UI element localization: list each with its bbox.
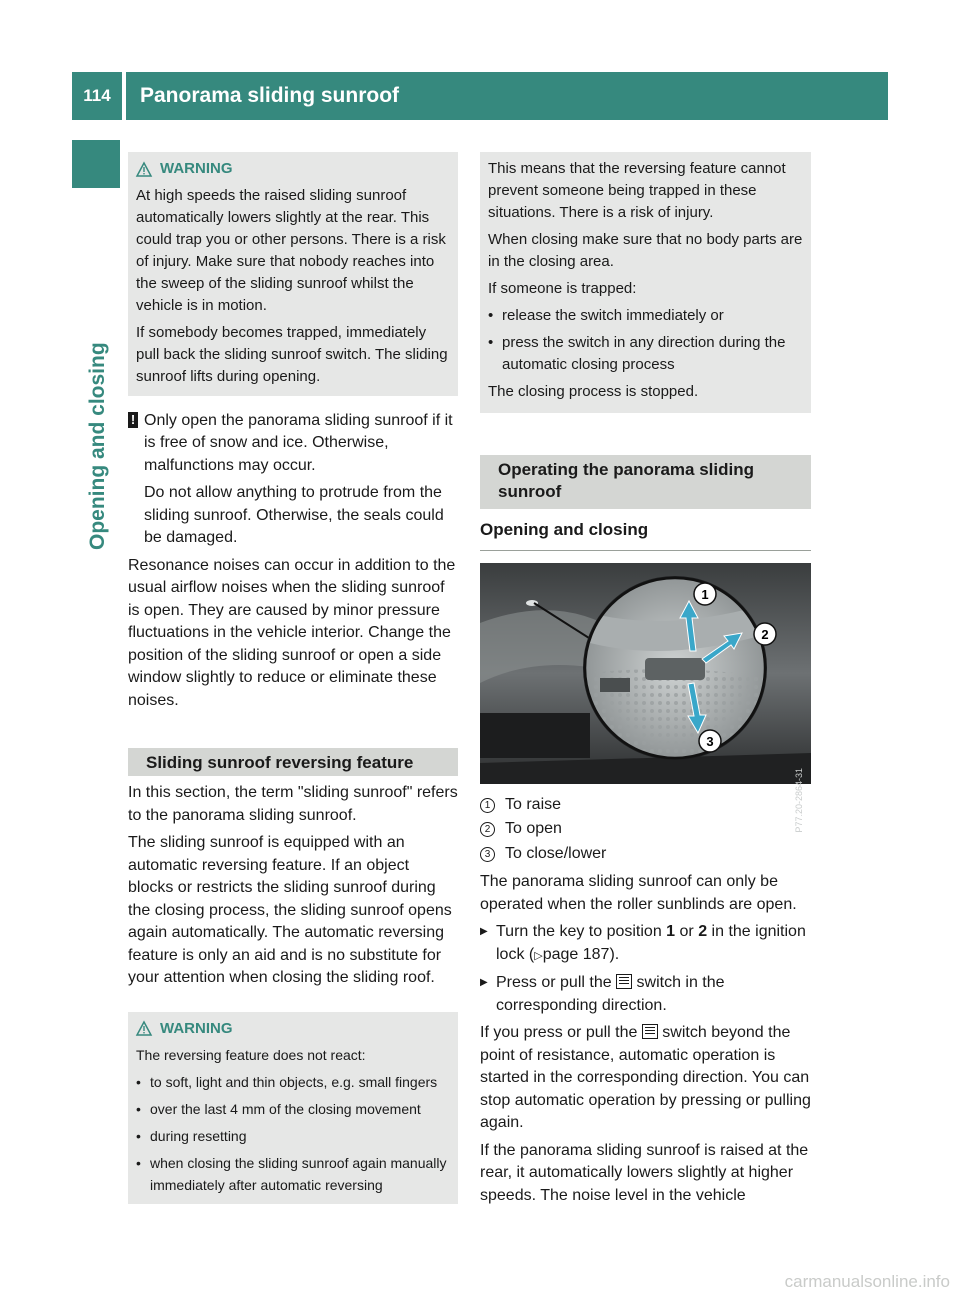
warning-text: When closing make sure that no body parts are in the closing area. — [488, 231, 803, 270]
warning-heading-1 — [136, 158, 448, 181]
warning-text: At high speeds the raised sliding sunroof automatically lowers slightly at the rear. This could trap you or other persons. There is a risk of injury. Make sure that nobody reaches into the sweep of the sliding sunroof whilst the vehicle is in motion. — [136, 186, 446, 314]
body-text: If you press or pull the switch beyond the point of resistance, automatic operation is started in the corresponding direction. You can stop automatic operation by pressing or pulling again. — [480, 1024, 811, 1131]
warning-bullet: • when closing the sliding sunroof again manually immediately after automatic reversing — [136, 1152, 450, 1196]
callout-text: To raise — [505, 795, 562, 813]
warning-text: This means that the reversing feature cannot prevent someone being trapped in these situations. There is a risk of injury. — [488, 160, 786, 221]
warning-icon — [136, 162, 152, 177]
warning-box-1 — [128, 152, 458, 396]
callout-text: To open — [505, 820, 562, 837]
callout-item — [480, 818, 811, 841]
section-heading-operating: Operating the panorama sliding sunroof — [480, 455, 811, 509]
left-column — [128, 152, 458, 1204]
warning-heading-2 — [136, 1018, 450, 1041]
warning-bullet: • release the switch immediately or — [488, 305, 803, 327]
side-tab-label: Opening and closing — [86, 342, 109, 550]
notice-text: Do not allow anything to protrude from the sliding sunroof. Otherwise, the seals could be damaged. — [144, 484, 444, 546]
divider — [480, 550, 811, 551]
warning-bullet: • to soft, light and thin objects, e.g. small fingers — [136, 1071, 450, 1093]
warning-bullet: • press the switch in any direction during the automatic closing process — [488, 332, 803, 376]
notice-icon: ! — [128, 412, 138, 428]
callout-number: 2 — [480, 822, 495, 837]
callout-number: 3 — [480, 847, 495, 862]
callout-label: 2 — [761, 626, 769, 642]
warning-text: If someone is trapped: — [488, 280, 637, 297]
image-code: P77.20-2864-31 — [794, 767, 804, 833]
notice-text: Only open the panorama sliding sunroof if it is free of snow and ice. Otherwise, malfunctions may occur. — [144, 411, 453, 474]
warning-icon — [136, 1021, 152, 1036]
callout-item — [480, 794, 811, 817]
body-text: If the panorama sliding sunroof is raised at the rear, it automatically lowers slightly at higher speeds. The noise level in the vehicle — [480, 1141, 809, 1204]
callout-item — [480, 843, 811, 866]
side-tab-block — [72, 140, 120, 188]
page-title: Panorama sliding sunroof — [140, 84, 400, 107]
right-column — [480, 152, 811, 1207]
sunroof-switch-icon — [616, 974, 632, 989]
page-ref-arrow-icon: ▷ — [534, 949, 543, 962]
callout-number: 1 — [480, 798, 495, 813]
callout-legend — [480, 794, 811, 866]
watermark: carmanualsonline.info — [784, 1272, 950, 1291]
warning-bullet: • during resetting — [136, 1125, 450, 1147]
warning-heading-label: WARNING — [160, 160, 233, 177]
callout-text: To close/lower — [505, 844, 607, 862]
warning-box-2-continued — [480, 152, 811, 413]
notice-block — [128, 410, 458, 550]
subheading-opening-closing: Opening and closing — [480, 520, 649, 539]
page-reference-link[interactable]: page 187 — [542, 945, 610, 963]
step-item: ▶ Press or pull the switch in the corresponding direction. — [480, 972, 811, 1017]
body-text: In this section, the term "sliding sunroof" refers to the panorama sliding sunroof. — [128, 784, 458, 824]
callout-label: 1 — [701, 586, 709, 602]
warning-box-2 — [128, 1012, 458, 1205]
body-text: The panorama sliding sunroof can only be operated when the roller sunblinds are open. — [480, 873, 797, 913]
warning-bullet: • over the last 4 mm of the closing movement — [136, 1098, 450, 1120]
sunroof-switch-icon — [642, 1024, 658, 1039]
warning-text: The closing process is stopped. — [488, 383, 699, 400]
resonance-text: Resonance noises can occur in addition to the usual airflow noises when the sliding sunroof is open. They are caused by minor pressure fluctuations in the vehicle interior. Change the position of the sliding sunroof or open a side window slightly to reduce or eliminate these noises. — [128, 556, 456, 709]
warning-text: The reversing feature does not react: — [136, 1047, 366, 1063]
section-heading-reversing: Sliding sunroof reversing feature — [128, 748, 458, 776]
callout-label: 3 — [706, 733, 714, 749]
warning-text: If somebody becomes trapped, immediately pull back the sliding sunroof switch. The sliding sunroof lifts during opening. — [136, 323, 448, 385]
page-number: 114 — [83, 86, 111, 105]
body-text: The sliding sunroof is equipped with an automatic reversing feature. If an object blocks or restricts the sliding sunroof during the closing process, the sliding sunroof opens again automatically. The automatic reversing feature is only an aid and is no substitute for your attention when closing the sliding roof. — [128, 834, 452, 986]
side-tab — [84, 200, 114, 550]
step-item: ▶ Turn the key to position 1 or 2 in the ignition lock (▷page 187). — [480, 921, 811, 967]
header-separator — [122, 72, 126, 120]
warning-heading-label: WARNING — [160, 1019, 233, 1037]
